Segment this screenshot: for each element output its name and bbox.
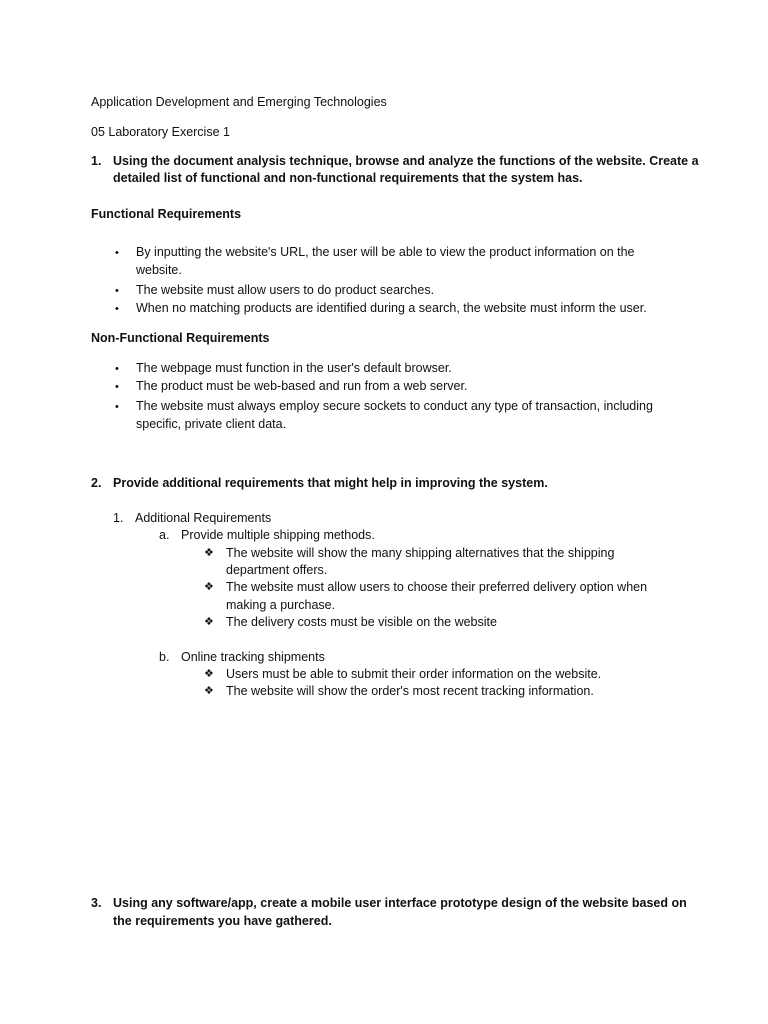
bullet-icon: • xyxy=(115,247,119,259)
item-a-3: The delivery costs must be visible on the website xyxy=(226,615,497,629)
bullet-icon: • xyxy=(115,285,119,297)
q1-text-line2: detailed list of functional and non-functional requirements that the system has. xyxy=(113,171,583,185)
bullet-icon: • xyxy=(115,401,119,413)
bullet-icon: • xyxy=(115,303,119,315)
course-title: Application Development and Emerging Technologies xyxy=(91,95,387,109)
item-b-label: Online tracking shipments xyxy=(181,650,325,664)
non-functional-item-1: The webpage must function in the user's default browser. xyxy=(136,361,452,375)
item-a-2-line2: making a purchase. xyxy=(226,598,336,612)
item-a-1-line2: department offers. xyxy=(226,563,328,577)
diamond-bullet-icon: ❖ xyxy=(204,668,214,680)
q2-number: 2. xyxy=(91,476,102,490)
functional-item-2: The website must allow users to do product searches. xyxy=(136,283,435,297)
item-a-1-line1: The website will show the many shipping alternatives that the shipping xyxy=(226,546,615,560)
diamond-bullet-icon: ❖ xyxy=(204,581,214,593)
item-b-2: The website will show the order's most recent tracking information. xyxy=(226,684,594,698)
item-a-marker: a. xyxy=(159,528,170,542)
bullet-icon: • xyxy=(115,381,119,393)
q3-text-line2: the requirements you have gathered. xyxy=(113,914,332,928)
functional-item-1-line2: website. xyxy=(136,263,182,277)
functional-item-3: When no matching products are identified during a search, the website must inform the user. xyxy=(136,301,647,315)
q2-sub-number: 1. xyxy=(113,511,124,525)
functional-item-1-line1: By inputting the website's URL, the user will be able to view the product information on the xyxy=(136,245,635,259)
item-b-marker: b. xyxy=(159,650,170,664)
q3-text-line1: Using any software/app, create a mobile user interface prototype design of the website based on xyxy=(113,896,687,910)
bullet-icon: • xyxy=(115,363,119,375)
diamond-bullet-icon: ❖ xyxy=(204,616,214,628)
non-functional-heading: Non-Functional Requirements xyxy=(91,331,270,345)
diamond-bullet-icon: ❖ xyxy=(204,685,214,697)
item-b-1: Users must be able to submit their order information on the website. xyxy=(226,667,602,681)
non-functional-item-3-line1: The website must always employ secure sockets to conduct any type of transaction, including xyxy=(136,399,653,413)
non-functional-item-3-line2: specific, private client data. xyxy=(136,417,287,431)
item-a-2-line1: The website must allow users to choose their preferred delivery option when xyxy=(226,580,648,594)
q3-number: 3. xyxy=(91,896,102,910)
non-functional-item-2: The product must be web-based and run from a web server. xyxy=(136,379,468,393)
diamond-bullet-icon: ❖ xyxy=(204,547,214,559)
q2-text: Provide additional requirements that might help in improving the system. xyxy=(113,476,548,490)
additional-requirements-label: Additional Requirements xyxy=(135,511,272,525)
q1-text-line1: Using the document analysis technique, browse and analyze the functions of the website. Create a xyxy=(113,154,699,168)
functional-heading: Functional Requirements xyxy=(91,207,242,221)
exercise-title: 05 Laboratory Exercise 1 xyxy=(91,125,230,139)
q1-number: 1. xyxy=(91,154,102,168)
item-a-label: Provide multiple shipping methods. xyxy=(181,528,375,542)
